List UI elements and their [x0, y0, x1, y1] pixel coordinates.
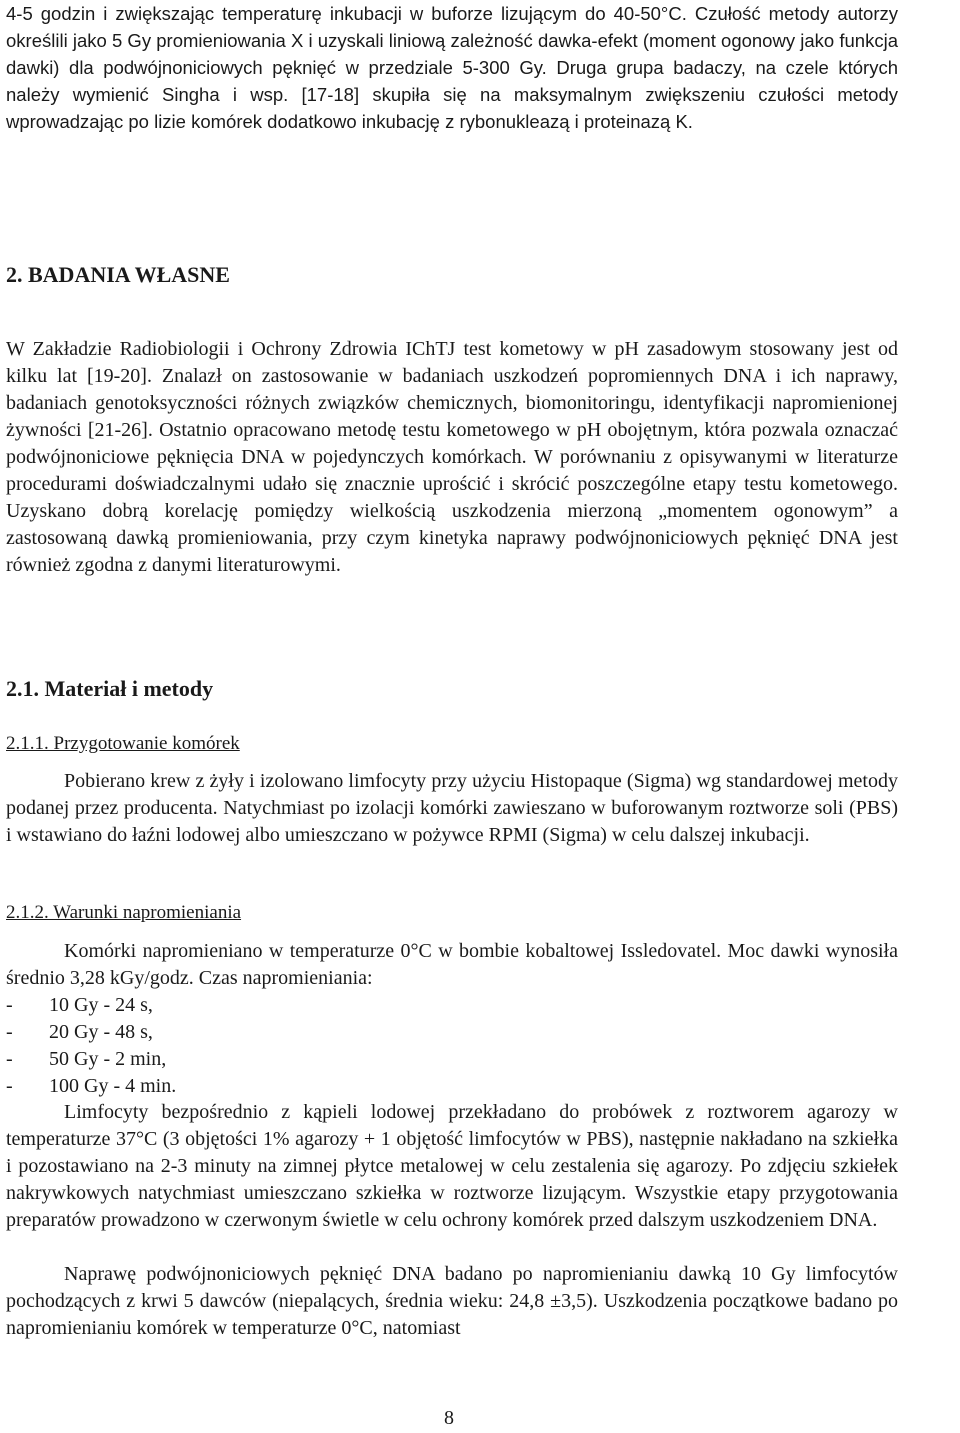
list-item [6, 992, 176, 1019]
dose-list [6, 992, 176, 1100]
section-paragraph: W Zakładzie Radiobiologii i Ochrony Zdrowia IChTJ test kometowy w pH zasadowym stosowany jest od kilku lat [19-20]. Znalazł on zastosowanie w badaniach uszkodzeń popromiennych DNA i ich naprawy, badaniach genotoksyczności różnych związków chemicznych, biomonitoringu, identyfikacji napromienionej żywności [21-26]. Ostatnio opracowano metodę testu kometowego w pH obojętnym, która pozwala oznaczać podwójnoniciowe pęknięcia DNA w pojedynczych komórkach. W porównaniu z opisywanymi w literaturze procedurami doświadczalnymi udało się znacznie uprościć i skrócić poszczególne etapy testu kometowego. Uzyskano dobrą korelację pomiędzy wielkością uszkodzenia mierzoną „momentem ogonowym” a zastosowaną dawką promieniowania, przy czym kinetyka naprawy podwójnoniciowych pęknięć DNA jest również zgodna z danymi literaturowymi. [6, 338, 898, 576]
document-page [6, 0, 898, 1433]
list-dash: - [6, 1075, 13, 1097]
list-dash: - [6, 1021, 13, 1043]
list-item-text: 20 Gy - 48 s, [49, 1021, 153, 1043]
list-item [6, 1046, 176, 1073]
subsection-heading: 2.1. Materiał i metody [6, 676, 214, 701]
list-item-text: 100 Gy - 4 min. [49, 1075, 177, 1097]
page-number: 8 [444, 1407, 454, 1429]
subsection-212-paragraph: Komórki napromieniano w temperaturze 0°C w bombie kobaltowej Issledovatel. Moc dawki wynosiła średnio 3,28 kGy/godz. Czas napromieniania: [6, 940, 898, 989]
list-item [6, 1019, 176, 1046]
lymphocytes-paragraph: Limfocyty bezpośrednio z kąpieli lodowej przekładano do probówek z roztworem agarozy w temperaturze 37°C (3 objętości 1% agarozy + 1 objętość limfocytów w PBS), następnie nakładano na szkiełka i pozostawiano na 2-3 minuty na zimnej płytce metalowej w celu zestalenia się agarozy. Po zdjęciu szkiełek nakrywkowych natychmiast umieszczano szkiełka w roztworze lizującym. Wszystkie etapy przygotowania preparatów prowadzono w czerwonym świetle w celu ochrony komórek przed dalszym uszkodzeniem DNA. [6, 1101, 898, 1231]
subsection-211-paragraph: Pobierano krew z żyły i izolowano limfocyty przy użyciu Histopaque (Sigma) wg standardowej metody podanej przez producenta. Natychmiast po izolacji komórki zawieszano w buforowanym roztworze soli (PBS) i wstawiano do łaźni lodowej albo umieszczano w pożywce RPMI (Sigma) w celu dalszej inkubacji. [6, 770, 898, 846]
list-dash: - [6, 1048, 13, 1070]
list-item-text: 50 Gy - 2 min, [49, 1048, 167, 1070]
intro-paragraph: 4-5 godzin i zwiększając temperaturę inkubacji w buforze lizującym do 40-50°C. Czułość metody autorzy określili jako 5 Gy promieniowania X i uzyskali liniową zależność dawka-efekt (moment ogonowy jako funkcja dawki) dla podwójnoniciowych pęknięć w przedziale 5-300 Gy. Druga grupa badaczy, na czele których należy wymienić Singha i wsp. [17-18] skupiła się na maksymalnym zwiększeniu czułości metody wprowadzając po lizie komórek dodatkowo inkubację z rybonukleazą i proteinazą K. [6, 3, 898, 132]
list-item [6, 1073, 176, 1100]
list-dash: - [6, 994, 13, 1016]
repair-paragraph: Naprawę podwójnoniciowych pęknięć DNA badano po napromienianiu dawką 10 Gy limfocytów pochodzących z krwi 5 dawców (niepalących, średnia wieku: 24,8 ±3,5). Uszkodzenia początkowe badano po napromienianiu komórek w temperaturze 0°C, natomiast [6, 1263, 898, 1339]
list-item-text: 10 Gy - 24 s, [49, 994, 153, 1016]
subsection-212-title: 2.1.2. Warunki napromieniania [6, 902, 242, 923]
subsection-211-title: 2.1.1. Przygotowanie komórek [6, 733, 240, 754]
section-heading: 2. BADANIA WŁASNE [6, 262, 230, 287]
